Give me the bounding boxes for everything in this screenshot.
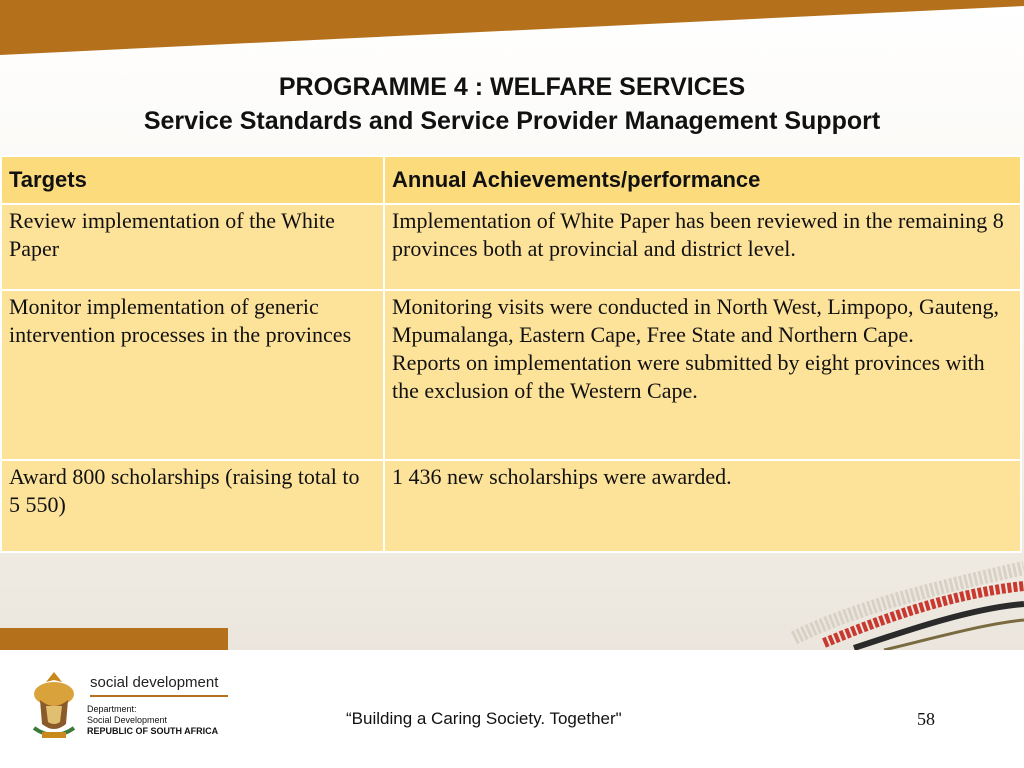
achievement-text: Reports on implementation were submitted by eight provinces with the exclusion of the Western Cape. — [392, 350, 985, 403]
bottom-decorative-band — [0, 628, 228, 650]
beadwork-decoration — [764, 548, 1024, 650]
table-row — [1, 204, 1021, 290]
target-cell: Monitor implementation of generic intervention processes in the provinces — [1, 290, 384, 460]
achievement-text: Implementation of White Paper has been reviewed in the remaining 8 provinces both at provincial and district level. — [392, 208, 1004, 261]
target-cell: Award 800 scholarships (raising total to 5 550) — [1, 460, 384, 552]
page-number: 58 — [917, 709, 935, 729]
top-decorative-band — [0, 0, 1024, 60]
table-header-row — [1, 156, 1021, 204]
achievement-cell — [384, 290, 1021, 460]
department-text — [87, 704, 218, 737]
table-row — [1, 460, 1021, 552]
department-name: Social Development — [87, 715, 168, 725]
footer-motto: “Building a Caring Society. Together" — [346, 709, 622, 728]
country-name: REPUBLIC OF SOUTH AFRICA — [87, 726, 219, 736]
brand-name: social development — [90, 674, 219, 691]
achievement-text: Monitoring visits were conducted in North West, Limpopo, Gauteng, Mpumalanga, Eastern Cape, Free State and Northern Cape. — [392, 294, 1000, 347]
title-line-1: PROGRAMME 4 : WELFARE SERVICES — [278, 73, 746, 101]
target-cell: Review implementation of the White Paper — [1, 204, 384, 290]
achievement-text: 1 436 new scholarships were awarded. — [392, 464, 732, 489]
coat-of-arms-icon — [26, 668, 82, 744]
achievement-cell — [384, 460, 1021, 552]
brand-underline — [90, 695, 228, 697]
slide-title — [0, 70, 1024, 138]
header-achievements: Annual Achievements/performance — [384, 156, 1021, 204]
achievement-cell — [384, 204, 1021, 290]
title-line-2: Service Standards and Service Provider Management Support — [143, 107, 881, 135]
performance-table — [0, 155, 1022, 553]
table-row — [1, 290, 1021, 460]
department-label: Department: — [87, 704, 137, 714]
header-targets: Targets — [1, 156, 384, 204]
